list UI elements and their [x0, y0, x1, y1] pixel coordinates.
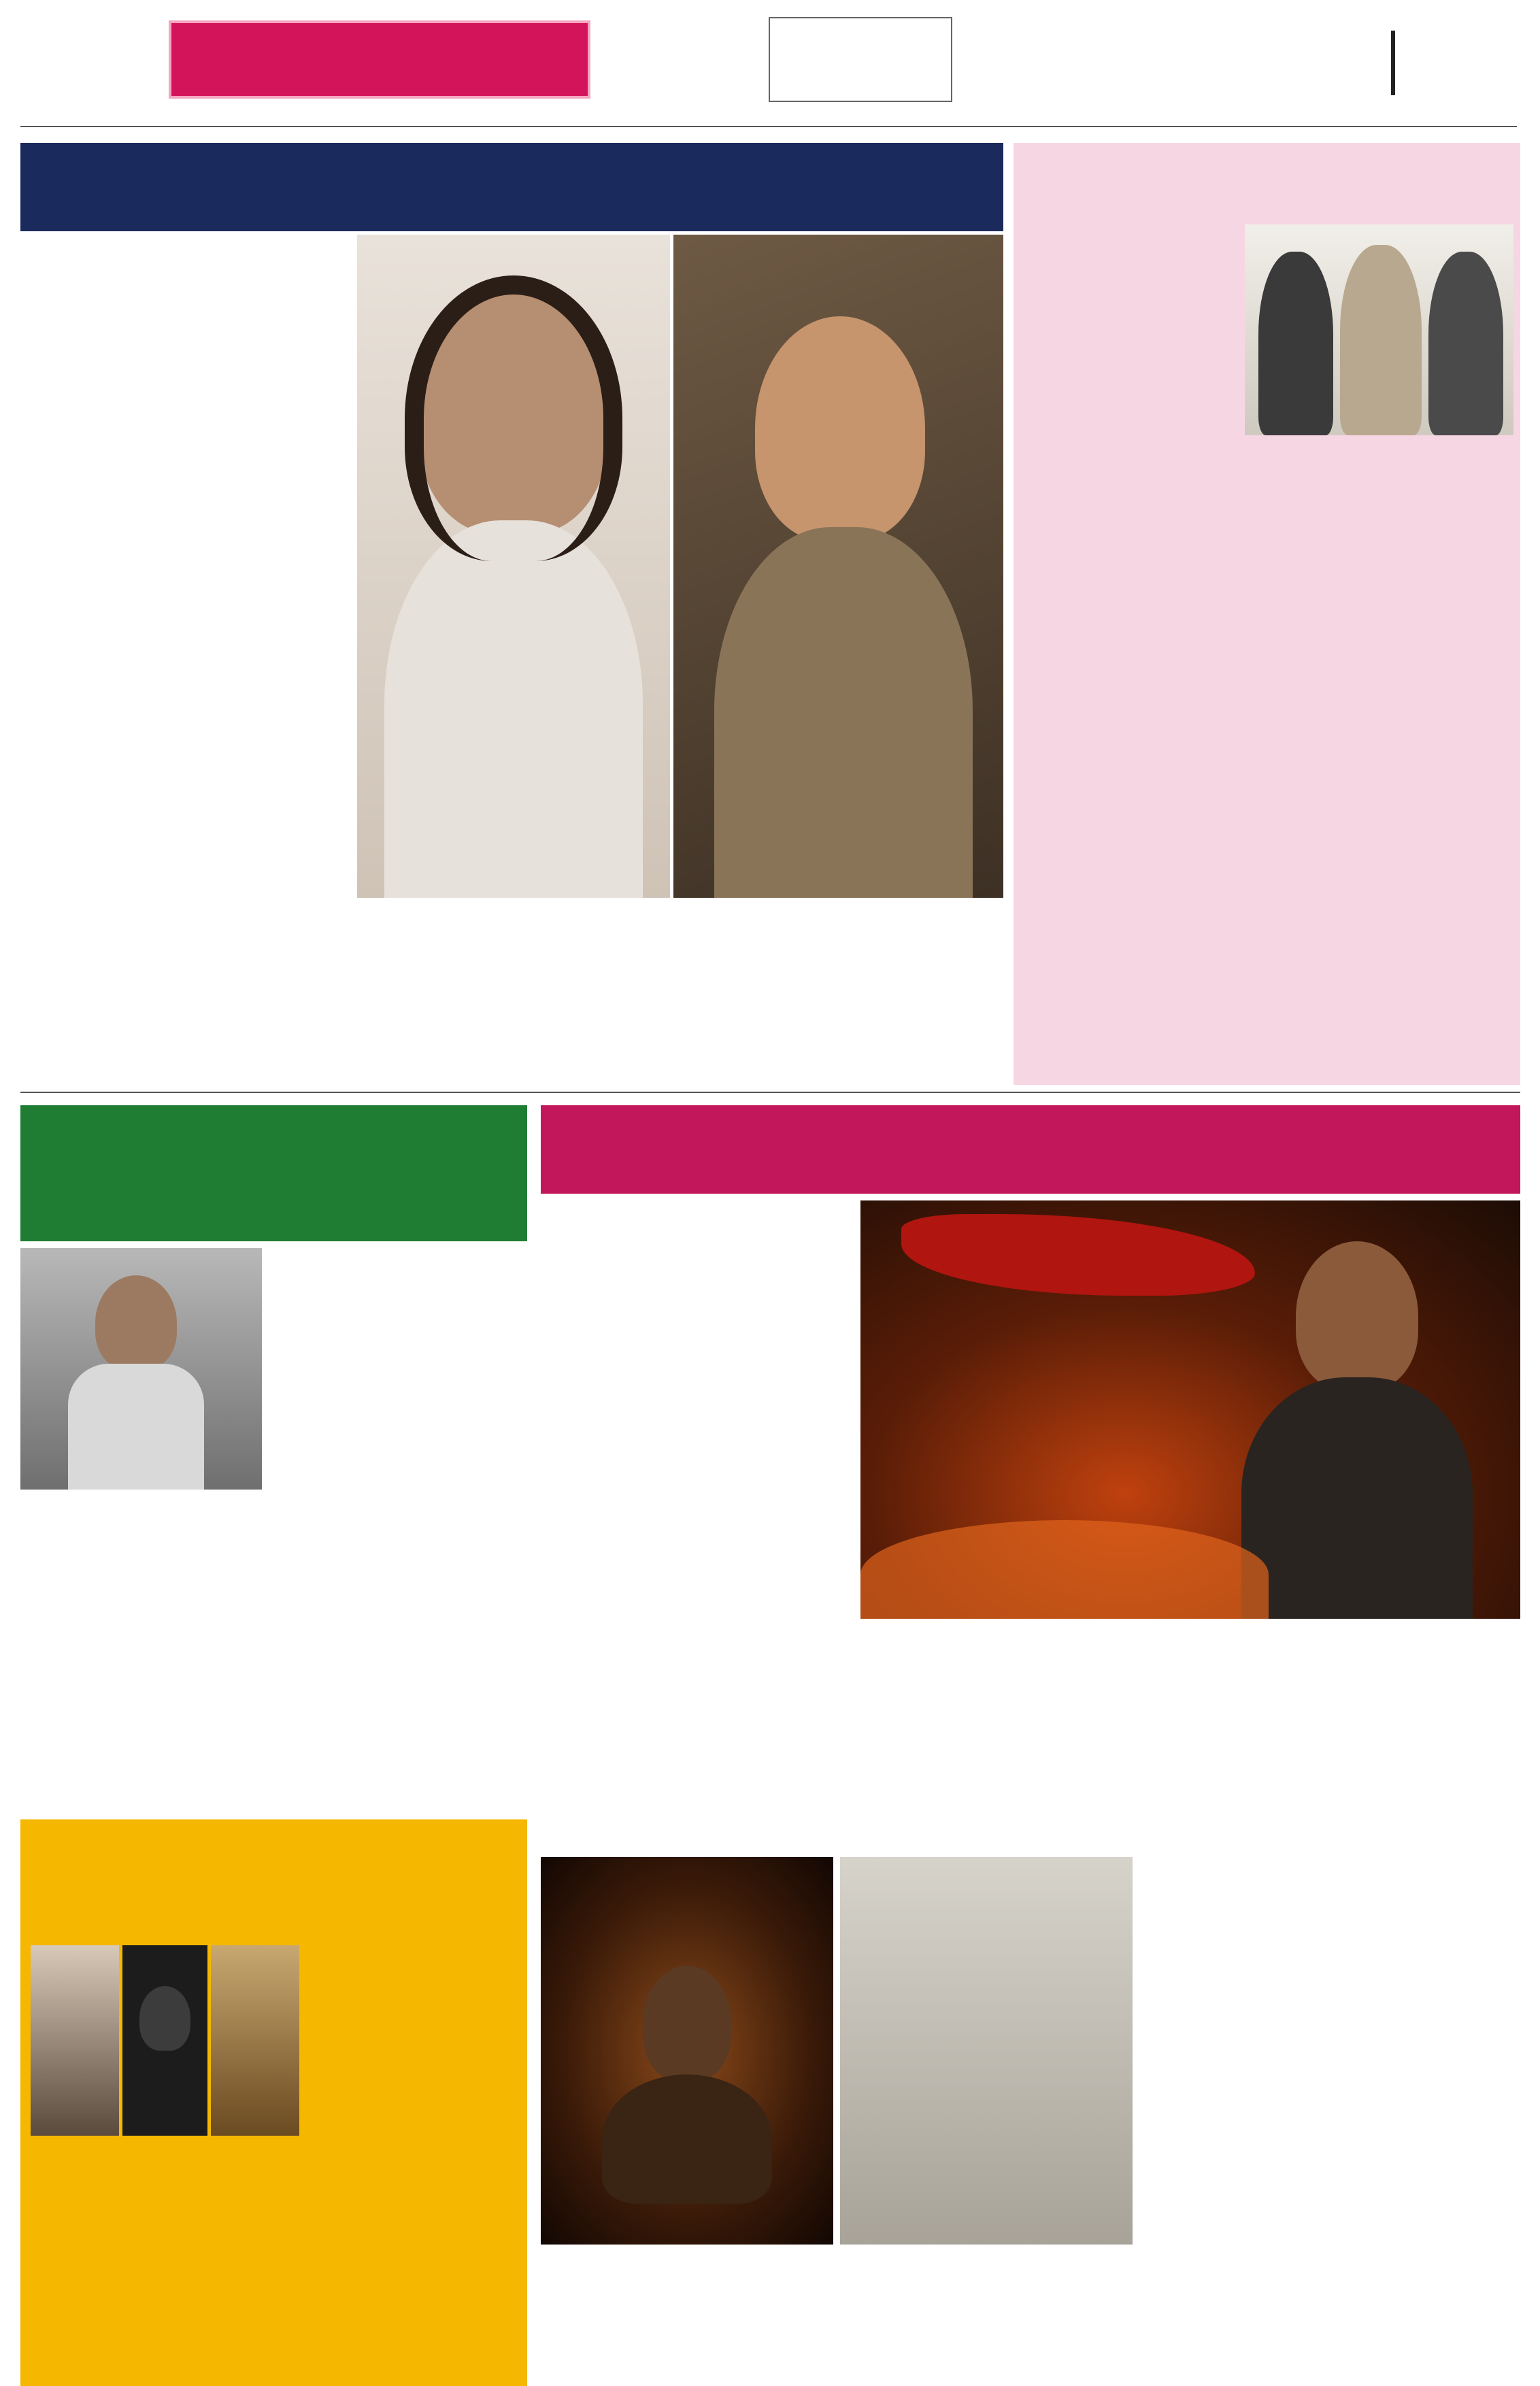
story2-body [1027, 442, 1513, 1075]
story6-headline [541, 1792, 1520, 1853]
fire [860, 1520, 1269, 1619]
section-tag [169, 20, 590, 99]
prabhas-body [1241, 1377, 1473, 1619]
priya-photo-1 [31, 1945, 119, 2136]
meditating-figure-head [643, 1966, 731, 2081]
person-3 [1428, 252, 1503, 435]
page-number-divider [1391, 31, 1395, 95]
hrithik-tshirt [68, 1364, 204, 1490]
mahesh-shirt [714, 527, 973, 898]
person-2 [1340, 245, 1422, 435]
story2-intro [1027, 224, 1238, 435]
story3-column2 [269, 1248, 527, 1806]
rajasaab-photo [860, 1200, 1520, 1619]
story4-column [541, 1200, 850, 1782]
row1-rule [20, 1092, 1520, 1093]
story6-body [1143, 1857, 1520, 2386]
dateline [769, 17, 952, 102]
priyanka-hair [405, 275, 622, 561]
newspaper-logo [1068, 14, 1258, 116]
story3-headline [20, 1105, 527, 1241]
red-cloth [901, 1214, 1255, 1296]
story6-caption-right [840, 2251, 1133, 2386]
mahesh-face [755, 316, 925, 541]
story1-headline [20, 143, 1003, 231]
person-1 [1258, 252, 1333, 435]
meditating-figure-body [602, 2074, 772, 2204]
vijay-poster-2 [840, 1857, 1133, 2245]
story4-caption-right [1194, 1626, 1520, 1782]
story6-caption-left [541, 2251, 833, 2386]
story3-column1 [20, 1496, 262, 1806]
story1-caption-right [677, 901, 1003, 1075]
story1-caption-left [357, 901, 670, 1075]
story2-headline [1020, 146, 1513, 214]
story1-column [20, 235, 348, 1075]
silhouette-photo [122, 1945, 207, 2136]
priya-photo-2 [211, 1945, 299, 2136]
mahesh-photo [673, 235, 1003, 898]
masthead-rule [20, 126, 1517, 127]
bunny-sandeep-photo [1245, 224, 1513, 435]
story5-intro [309, 1945, 517, 2136]
priyanka-outfit [384, 520, 643, 898]
story5-body [31, 2143, 517, 2386]
story5-headline [20, 1819, 527, 1938]
story4-headline [541, 1105, 1520, 1194]
silhouette-head [139, 1986, 190, 2051]
story4-caption [860, 1626, 1187, 1782]
priyanka-photo [357, 235, 670, 898]
vijay-poster-1 [541, 1857, 833, 2245]
priya-photo-collage [31, 1945, 299, 2136]
prabhas-face [1296, 1241, 1418, 1391]
hrithik-face [95, 1275, 177, 1371]
hrithik-photo [20, 1248, 262, 1490]
